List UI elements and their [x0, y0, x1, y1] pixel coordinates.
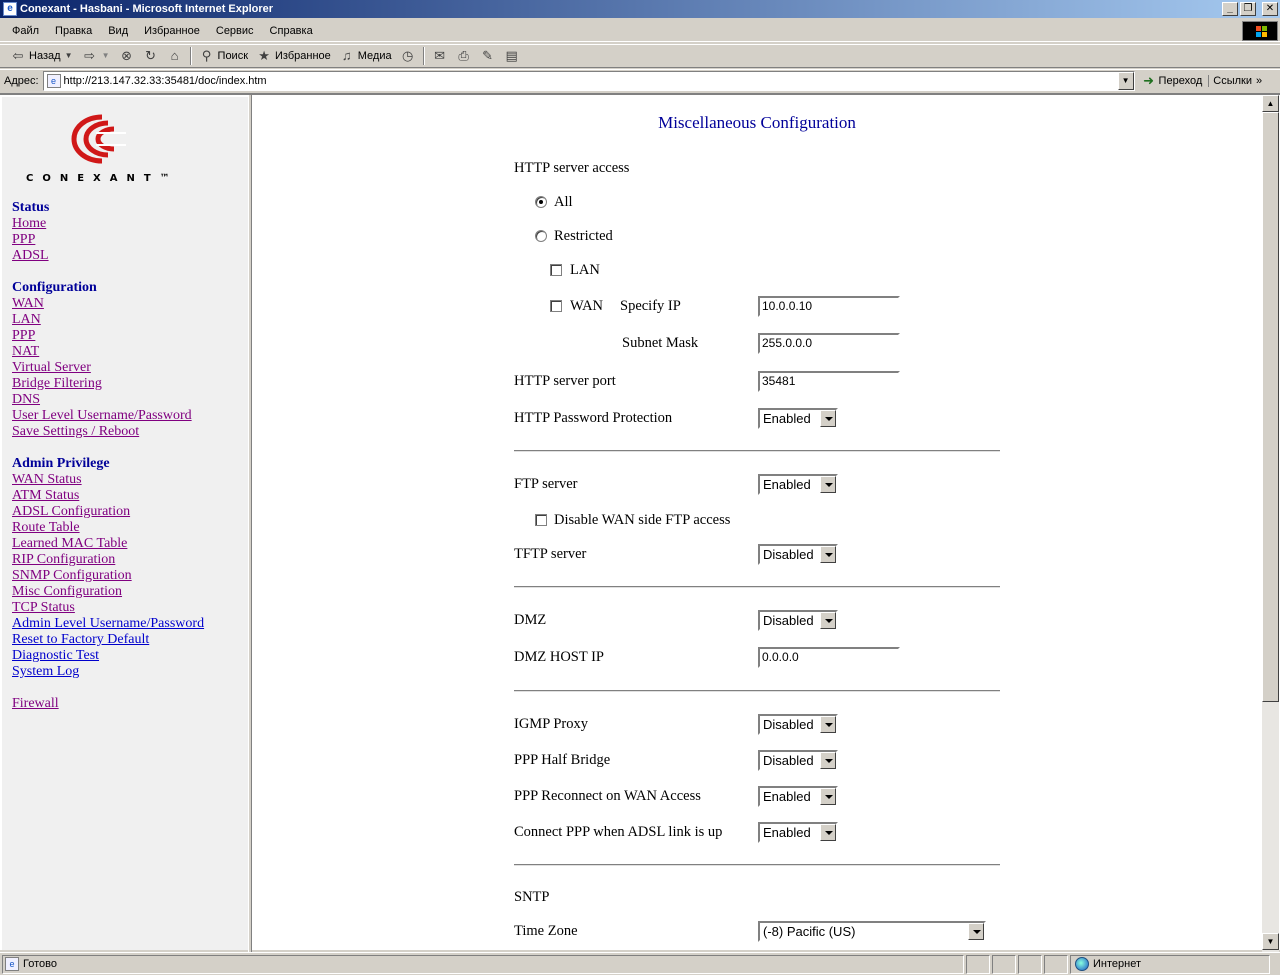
forward-button[interactable] [78, 45, 115, 67]
menu-file[interactable]: Файл [12, 24, 40, 37]
subnet-mask-label: Subnet Mask [622, 335, 699, 351]
stop-icon: ⊗ [121, 48, 132, 63]
status-bar [0, 952, 1280, 975]
checkbox-wan-label: WAN [570, 298, 604, 314]
status-pane [992, 955, 1016, 974]
security-zone [1070, 955, 1270, 974]
status-text-pane [2, 955, 964, 974]
nav-link-wan[interactable]: WAN [12, 296, 44, 311]
edit-button[interactable] [476, 45, 500, 67]
close-button[interactable]: ✕ [1262, 2, 1278, 16]
checkbox-disable-wan-ftp[interactable] [535, 514, 547, 526]
ftp-server-select[interactable] [758, 474, 838, 495]
ppp-half-bridge-label: PPP Half Bridge [514, 752, 611, 768]
divider [514, 864, 1000, 866]
ppp-reconnect-label: PPP Reconnect on WAN Access [514, 788, 701, 804]
go-label: Переход [1158, 75, 1203, 87]
igmp-proxy-label: IGMP Proxy [514, 716, 588, 732]
menu-favorites[interactable]: Избранное [144, 24, 200, 37]
nav-link-adsl-configuration[interactable]: ADSL Configuration [12, 504, 131, 519]
status-pane [966, 955, 990, 974]
radio-all-label: All [554, 194, 573, 210]
edit-icon: ✎ [482, 48, 494, 63]
http-password-select[interactable] [758, 408, 838, 429]
ftp-server-label: FTP server [514, 476, 578, 492]
status-pane [1018, 955, 1042, 974]
chevron-down-icon[interactable] [968, 923, 984, 940]
time-zone-select[interactable] [758, 921, 986, 942]
discuss-button[interactable] [500, 45, 524, 67]
print-icon: ⎙ [458, 48, 469, 63]
back-arrow-icon: ⇦ [12, 48, 24, 63]
home-icon: ⌂ [170, 48, 179, 63]
scroll-up-icon[interactable]: ▲ [1262, 95, 1279, 112]
connect-ppp-value: Enabled [763, 825, 811, 840]
chevron-down-icon[interactable]: ▼ [64, 51, 73, 60]
ftp-server-value: Enabled [763, 477, 811, 492]
history-icon: ◷ [401, 48, 414, 63]
nav-link-adsl-status[interactable]: ADSL [12, 248, 49, 263]
nav-link-diagnostic-test[interactable]: Diagnostic Test [12, 648, 100, 663]
address-bar [0, 69, 1280, 92]
back-label: Назад [29, 50, 61, 62]
nav-link-system-log[interactable]: System Log [12, 664, 80, 679]
checkbox-wan[interactable] [550, 300, 562, 312]
tftp-server-select[interactable] [758, 544, 838, 565]
specify-ip-input[interactable]: 10.0.0.10 [758, 296, 900, 317]
http-password-label: HTTP Password Protection [514, 410, 673, 426]
maximize-button[interactable]: ❐ [1240, 2, 1256, 16]
refresh-icon: ↻ [145, 48, 156, 63]
subnet-mask-input[interactable]: 255.0.0.0 [758, 333, 900, 354]
menu-bar [0, 20, 1280, 42]
disable-wan-ftp-label: Disable WAN side FTP access [554, 512, 731, 528]
time-zone-label: Time Zone [514, 923, 578, 939]
radio-restricted[interactable] [535, 230, 547, 242]
media-button[interactable] [335, 45, 396, 67]
status-pane [1044, 955, 1068, 974]
conexant-logo-icon [62, 111, 142, 167]
toolbar [0, 44, 1280, 68]
media-label: Медиа [357, 50, 392, 62]
globe-icon [1075, 957, 1089, 971]
nav-link-tcp-status[interactable]: TCP Status [12, 600, 75, 615]
tftp-server-value: Disabled [763, 547, 814, 562]
radio-restricted-label: Restricted [554, 228, 613, 244]
nav-link-ppp[interactable]: PPP [12, 328, 36, 343]
vertical-scrollbar[interactable] [1262, 95, 1279, 952]
chevron-down-icon[interactable]: ▼ [101, 51, 110, 60]
checkbox-lan-label: LAN [570, 262, 600, 278]
nav-link-admin-level-password[interactable]: Admin Level Username/Password [12, 616, 205, 631]
discuss-icon: ▤ [505, 48, 518, 63]
chevron-down-icon[interactable] [820, 788, 836, 805]
dmz-select[interactable] [758, 610, 838, 631]
nav-link-dns[interactable]: DNS [12, 392, 41, 407]
nav-link-firewall[interactable]: Firewall [12, 696, 59, 711]
title-bar [0, 0, 1280, 18]
dmz-value: Disabled [763, 613, 814, 628]
conexant-logo [26, 111, 196, 191]
address-input[interactable] [43, 71, 1135, 91]
address-label: Адрес: [4, 75, 39, 87]
nav-link-rip-configuration[interactable]: RIP Configuration [12, 552, 116, 567]
chevron-right-icon[interactable]: » [1255, 75, 1263, 87]
links-button[interactable]: Ссылки [1208, 75, 1252, 87]
page-title: Miscellaneous Configuration [658, 113, 856, 132]
divider [514, 586, 1000, 588]
igmp-proxy-value: Disabled [763, 717, 814, 732]
scroll-thumb[interactable] [1262, 112, 1279, 702]
specify-ip-label: Specify IP [620, 298, 681, 314]
igmp-proxy-select[interactable] [758, 714, 838, 735]
mail-icon: ✉ [434, 48, 446, 63]
chevron-down-icon[interactable] [820, 824, 836, 841]
nav-link-virtual-server[interactable]: Virtual Server [12, 360, 91, 375]
nav-link-misc-configuration[interactable]: Misc Configuration [12, 584, 123, 599]
nav-link-learned-mac-table[interactable]: Learned MAC Table [12, 536, 128, 551]
tftp-server-label: TFTP server [514, 546, 587, 562]
nav-link-reset-factory-default[interactable]: Reset to Factory Default [12, 632, 150, 647]
minimize-button[interactable]: _ [1222, 2, 1238, 16]
favorites-folder-icon: ★ [258, 48, 270, 63]
menu-tools[interactable]: Сервис [215, 24, 254, 37]
ppp-reconnect-value: Enabled [763, 789, 811, 804]
nav-link-save-reboot[interactable]: Save Settings / Reboot [12, 424, 140, 439]
page-icon: e [47, 74, 61, 88]
dmz-label: DMZ [514, 612, 547, 628]
chevron-down-icon[interactable] [820, 612, 836, 629]
nav-heading-admin: Admin Privilege [12, 456, 110, 471]
menu-help[interactable]: Справка [269, 24, 313, 37]
history-button[interactable] [396, 45, 420, 67]
nav-link-route-table[interactable]: Route Table [12, 520, 80, 535]
media-icon: ♫ [341, 48, 352, 63]
nav-link-atm-status[interactable]: ATM Status [12, 488, 80, 503]
chevron-down-icon[interactable] [820, 410, 836, 427]
ie-icon: e [3, 2, 17, 16]
windows-logo-icon [1242, 21, 1278, 41]
http-password-value: Enabled [763, 411, 811, 426]
nav-link-nat[interactable]: NAT [12, 344, 40, 359]
navigation-frame [2, 97, 248, 950]
nav-link-ppp-status[interactable]: PPP [12, 232, 36, 247]
ppp-half-bridge-select[interactable] [758, 750, 838, 771]
checkbox-lan[interactable] [550, 264, 562, 276]
home-button[interactable] [163, 45, 187, 67]
nav-link-user-level-password[interactable]: User Level Username/Password [12, 408, 192, 423]
scroll-down-icon[interactable]: ▼ [1262, 933, 1279, 950]
forward-arrow-icon: ⇨ [84, 48, 95, 63]
menu-edit[interactable]: Правка [55, 24, 93, 37]
refresh-button[interactable] [139, 45, 163, 67]
divider [514, 450, 1000, 452]
favorites-button[interactable] [252, 45, 335, 67]
search-button[interactable] [195, 45, 252, 67]
stop-button[interactable] [115, 45, 139, 67]
address-dropdown-icon[interactable]: ▼ [1118, 72, 1134, 90]
chevron-down-icon[interactable] [820, 546, 836, 563]
nav-link-home[interactable]: Home [12, 216, 47, 231]
nav-menu [12, 200, 204, 712]
favorites-label: Избранное [275, 50, 331, 62]
logo-wordmark: CONEXANT™ [26, 173, 179, 184]
divider [514, 690, 1000, 692]
window-title: Conexant - Hasbani - Microsoft Internet Explorer [20, 3, 274, 15]
chevron-down-icon[interactable] [820, 476, 836, 493]
nav-heading-configuration: Configuration [12, 280, 97, 295]
chevron-down-icon[interactable] [820, 716, 836, 733]
http-access-label: HTTP server access [514, 160, 630, 176]
time-zone-value: (-8) Pacific (US) [763, 924, 856, 939]
menu-view[interactable]: Вид [108, 24, 129, 37]
dmz-host-ip-label: DMZ HOST IP [514, 649, 604, 665]
search-icon: ⚲ [201, 48, 212, 63]
chevron-down-icon[interactable] [820, 752, 836, 769]
nav-link-lan[interactable]: LAN [12, 312, 41, 327]
http-port-label: HTTP server port [514, 373, 616, 389]
config-frame [252, 97, 1262, 950]
nav-heading-status: Status [12, 200, 50, 215]
content-area [0, 93, 1280, 950]
back-button[interactable] [6, 45, 78, 67]
mail-button[interactable] [428, 45, 452, 67]
go-button[interactable] [1135, 73, 1209, 89]
connect-ppp-select[interactable] [758, 822, 838, 843]
ppp-half-bridge-value: Disabled [763, 753, 814, 768]
radio-all[interactable] [535, 196, 547, 208]
connect-ppp-label: Connect PPP when ADSL link is up [514, 824, 723, 840]
nav-link-snmp-configuration[interactable]: SNMP Configuration [12, 568, 132, 583]
http-port-input[interactable]: 35481 [758, 371, 900, 392]
page-icon: e [5, 957, 19, 971]
status-text: Готово [23, 958, 57, 970]
nav-link-wan-status[interactable]: WAN Status [12, 472, 82, 487]
zone-text: Интернет [1093, 958, 1141, 970]
ppp-reconnect-select[interactable] [758, 786, 838, 807]
sntp-label: SNTP [514, 889, 550, 905]
address-url: http://213.147.32.33:35481/doc/index.htm [63, 75, 267, 87]
print-button[interactable] [452, 45, 476, 67]
nav-link-bridge-filtering[interactable]: Bridge Filtering [12, 376, 102, 391]
dmz-host-ip-input[interactable]: 0.0.0.0 [758, 647, 900, 668]
go-arrow-icon: ➜ [1143, 73, 1154, 88]
search-label: Поиск [217, 50, 249, 62]
